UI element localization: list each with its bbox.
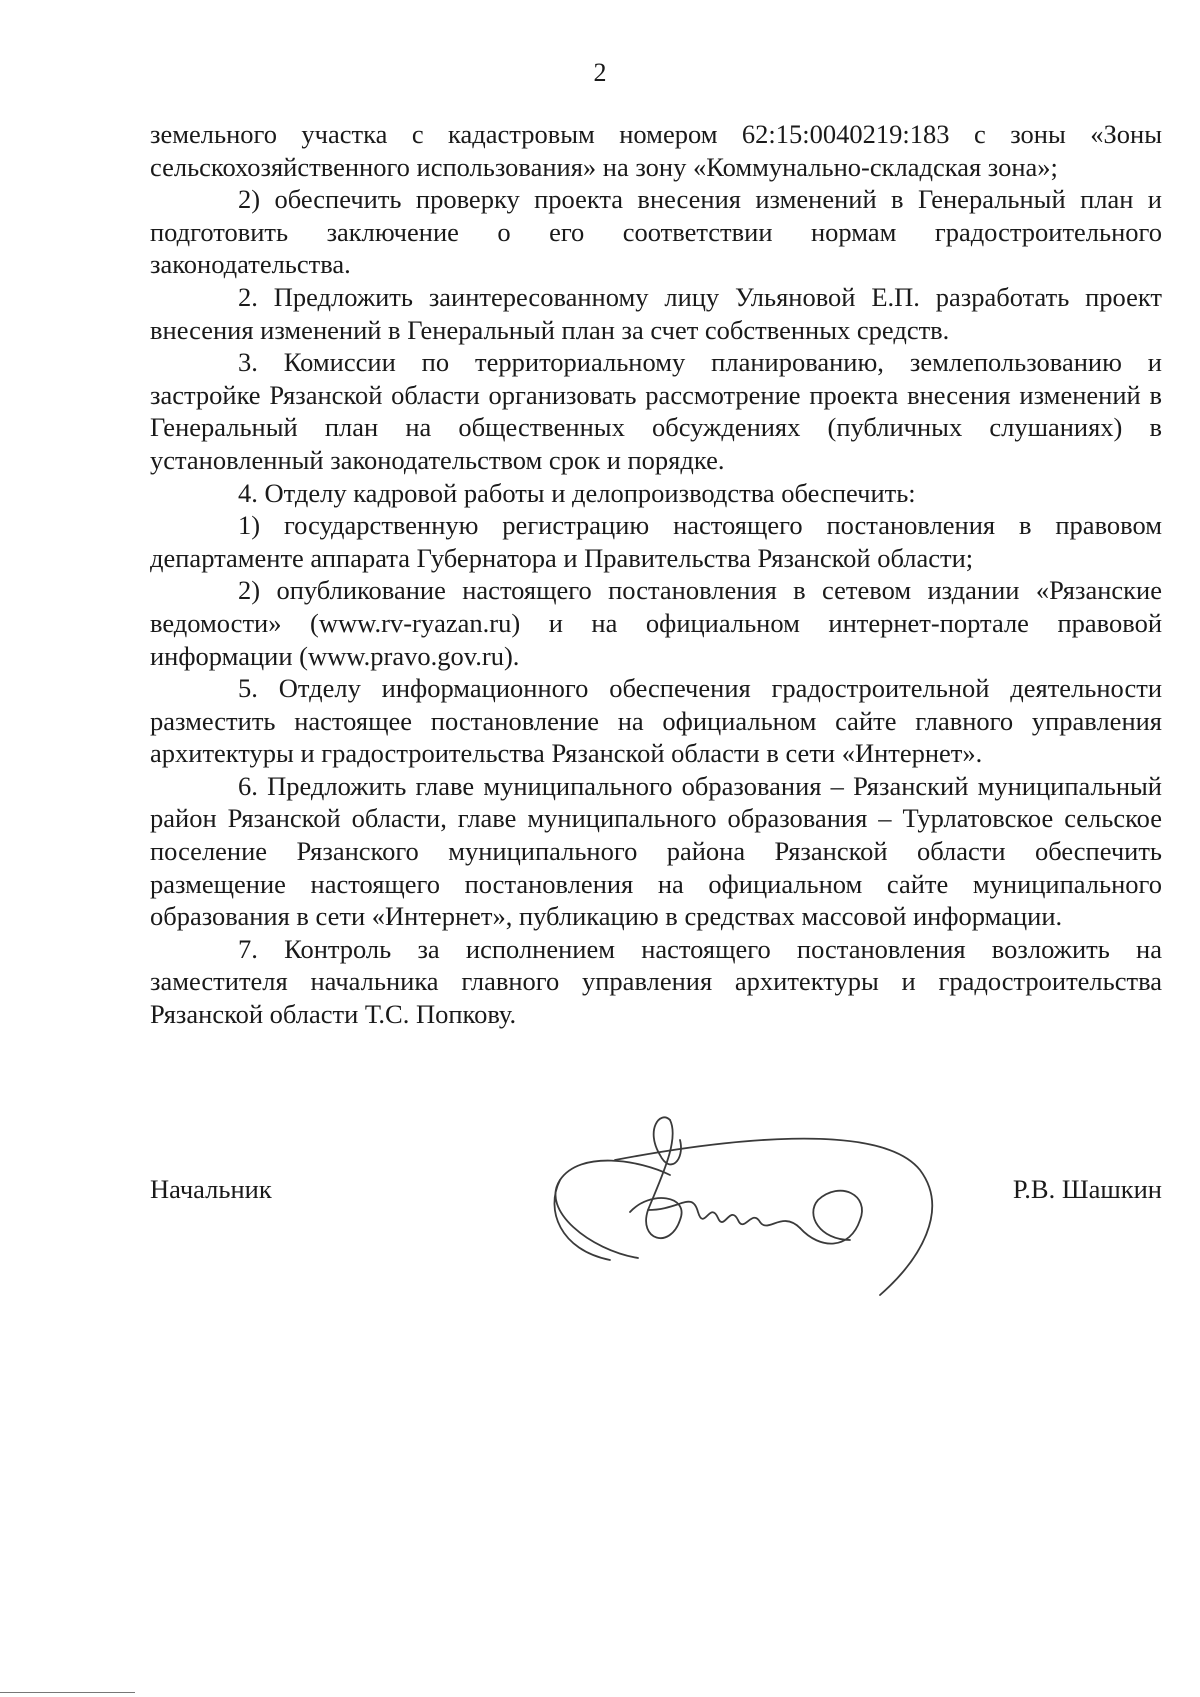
paragraph-subitem-1-2: 2) обеспечить проверку проекта внесения изменений в Генеральный план и подготовить заключение о его соответствии нормам градостроительного законодательства.: [150, 184, 1162, 280]
signatory-name: Р.В. Шашкин: [1012, 1174, 1162, 1204]
signatory-title: Начальник: [150, 1174, 272, 1204]
paragraph-item-5: 5. Отделу информационного обеспечения градостроительной деятельности разместить настоящее постановление на официальном сайте главного управления архитектуры и градостроительства Рязанской области в сети «Интернет».: [150, 673, 1162, 769]
paragraph-continuation: земельного участка с кадастровым номером 62:15:0040219:183 с зоны «Зоны сельскохозяйственного использования» на зону «Коммунально-складская зона»;: [150, 119, 1162, 182]
paragraph-item-7: 7. Контроль за исполнением настоящего постановления возложить на заместителя начальника главного управления архитектуры и градостроительства Рязанской области Т.С. Попкову.: [150, 933, 1162, 1030]
paragraph-subitem-4-2: 2) опубликование настоящего постановления в сетевом издании «Рязанские ведомости» (www.rv-ryazan.ru) и на официальном интернет-портале правовой информации (www.pravo.gov.ru).: [150, 575, 1162, 671]
scan-edge-line: [0, 1692, 135, 1693]
paragraph-item-6: 6. Предложить главе муниципального образования – Рязанский муниципальный район Рязанской области, главе муниципального образования – Турлатовское сельское поселение Рязанского муниципального района Рязанской области обеспечить размещение настоящего постановления на официальном сайте муниципального образования в сети «Интернет», публикацию в средствах массовой информации.: [150, 770, 1162, 932]
paragraph-item-3: 3. Комиссии по территориальному планированию, землепользованию и застройке Рязанской области организовать рассмотрение проекта внесения изменений в Генеральный план на общественных обсуждениях (публичных слушаниях) в установленный законодательством срок и порядке.: [150, 347, 1162, 475]
paragraph-item-2: 2. Предложить заинтересованному лицу Ульяновой Е.П. разработать проект внесения изменений в Генеральный план за счет собственных средств.: [150, 281, 1162, 345]
page-number: 2: [593, 58, 607, 87]
paragraph-item-4: 4. Отделу кадровой работы и делопроизводства обеспечить:: [238, 477, 916, 508]
document-body: [150, 118, 1162, 1031]
paragraph-subitem-4-1: 1) государственную регистрацию настоящего постановления в правовом департаменте аппарата Губернатора и Правительства Рязанской области;: [150, 510, 1162, 573]
signature-block: [150, 1174, 1162, 1214]
